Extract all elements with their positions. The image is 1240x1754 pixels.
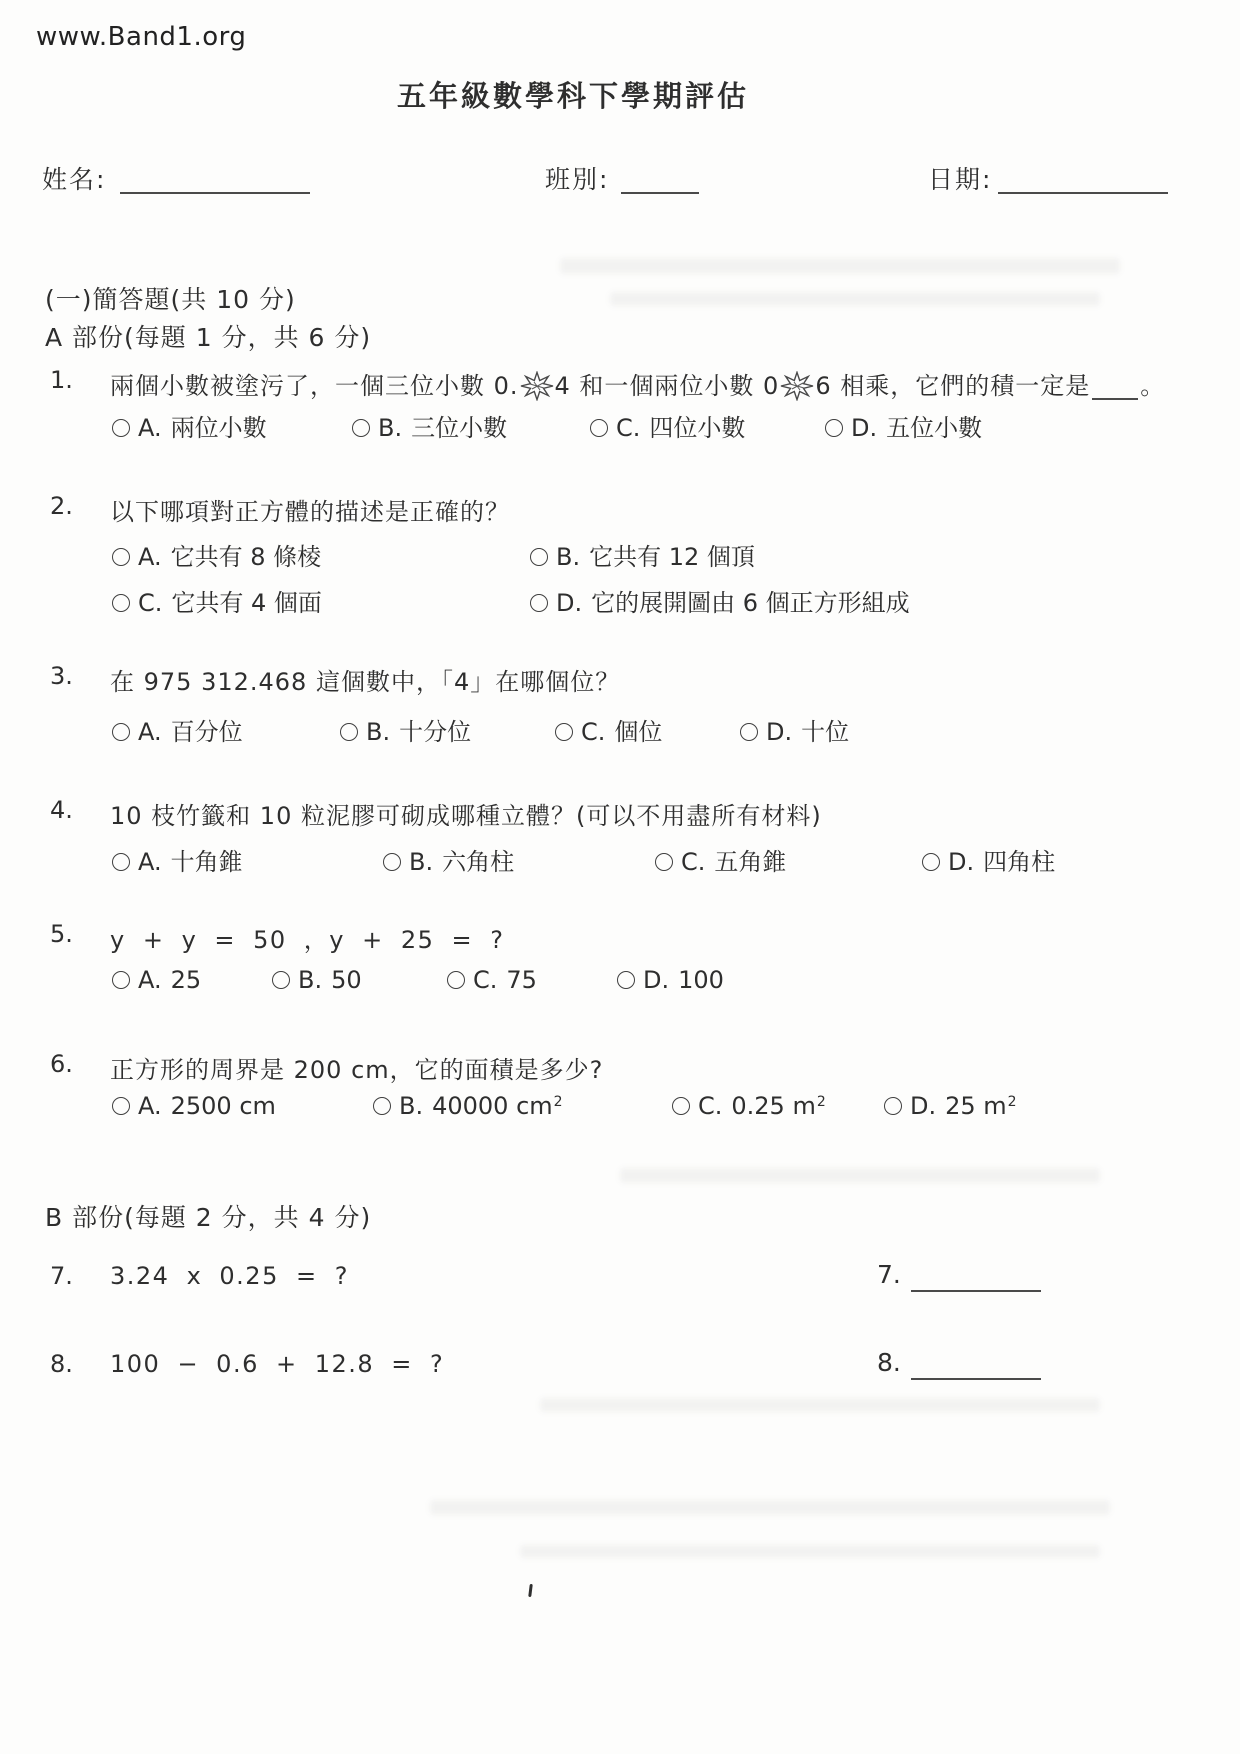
option-label: B. [409,848,434,876]
superscript: 2 [1007,1094,1017,1110]
bleed-through-artifact [610,292,1100,306]
radio-circle-icon [112,1097,130,1115]
radio-circle-icon [112,419,130,437]
radio-circle-icon [740,723,758,741]
option-text: 0.25 m [731,1092,816,1120]
name-field [42,160,310,196]
option-text: 25 [170,966,202,994]
option-text: 十位 [801,718,850,746]
option-text: 75 [506,966,537,994]
question-2 [50,492,510,527]
answer-number: 7. [877,1260,901,1289]
option-label: D. [948,848,975,876]
option-label: D. [766,718,793,746]
option-text: 十角錐 [170,848,243,876]
name-label: 姓名: [42,165,107,194]
question-number: 2. [50,492,73,520]
option-text: 它共有 8 條棱 [170,543,322,571]
option-label: D. [643,966,670,994]
stray-ink-mark [528,1584,533,1597]
question-4 [50,796,822,831]
question-3 [50,662,620,697]
question-2-options-row-1 [0,537,1240,571]
question-number: 8. [50,1350,73,1378]
option-b[interactable] [272,966,362,994]
option-text: 50 [331,966,362,994]
section-1-heading: (一)簡答題(共 10 分) [45,285,296,314]
question-2-stem: 以下哪項對正方體的描述是正確的？ [110,498,510,526]
radio-circle-icon [530,594,548,612]
radio-circle-icon [655,853,673,871]
option-a[interactable] [112,1092,276,1120]
option-a[interactable] [112,408,267,443]
radio-circle-icon [884,1097,902,1115]
question-number: 5. [50,920,73,948]
radio-circle-icon [373,1097,391,1115]
option-text: 兩位小數 [170,414,267,442]
date-field [928,160,1168,196]
question-3-stem: 在 975 312.468 這個數中，「4」在哪個位？ [110,668,621,696]
question-6-stem: 正方形的周界是 200 cm，它的面積是多少? [110,1056,604,1084]
option-label: D. [851,414,878,442]
radio-circle-icon [272,971,290,989]
superscript: 2 [816,1094,826,1110]
superscript: 2 [553,1094,563,1110]
radio-circle-icon [922,853,940,871]
date-label: 日期: [928,165,993,194]
class-label: 班別: [545,165,610,194]
bleed-through-artifact [430,1500,1110,1515]
radio-circle-icon [530,548,548,566]
option-label: B. [556,543,581,571]
ink-splat-icon [780,371,814,401]
option-text: 四角柱 [983,848,1056,876]
question-1 [50,366,1165,401]
question-4-options [0,842,1240,876]
option-label: B. [399,1092,424,1120]
option-a[interactable] [112,537,321,572]
bleed-through-artifact [560,258,1120,274]
option-c[interactable] [447,966,537,994]
date-input-line[interactable] [998,168,1168,194]
radio-circle-icon [112,971,130,989]
radio-circle-icon [112,723,130,741]
option-label: C. [681,848,706,876]
site-watermark: www.Band1.org [36,22,247,52]
option-label: C. [616,414,641,442]
stem-text: 6 相乘，它們的積一定是 [815,372,1091,400]
option-text: 百分位 [170,718,243,746]
option-text: 2500 cm [170,1092,276,1120]
option-text: 它的展開圖由 6 個正方形組成 [591,589,910,617]
question-5-options [0,966,1240,1000]
question-6-options [0,1092,1240,1126]
option-text: 六角柱 [442,848,515,876]
option-text: 四位小數 [649,414,746,442]
radio-circle-icon [352,419,370,437]
radio-circle-icon [112,853,130,871]
option-label: D. [556,589,583,617]
question-3-options [0,712,1240,746]
option-label: D. [910,1092,937,1120]
question-number: 4. [50,796,73,824]
radio-circle-icon [112,594,130,612]
option-label: A. [138,543,162,571]
option-text: 個位 [614,718,663,746]
option-text: 它共有 4 個面 [171,589,322,617]
question-number: 6. [50,1050,73,1078]
option-text: 40000 cm [432,1092,553,1120]
question-7-answer [877,1260,1041,1292]
name-input-line[interactable] [120,168,310,194]
option-label: A. [138,414,162,442]
answer-number: 8. [877,1348,901,1377]
option-text: 五位小數 [886,414,983,442]
option-b[interactable] [383,842,514,877]
question-number: 7. [50,1262,73,1290]
stem-text: 兩個小數被塗污了，一個三位小數 0. [110,372,519,400]
radio-circle-icon [617,971,635,989]
question-8-stem: 100 − 0.6 + 12.8 = ? [110,1350,445,1378]
option-label: B. [378,414,403,442]
option-c[interactable] [672,1092,826,1120]
option-c[interactable] [555,712,662,747]
question-number: 3. [50,662,73,690]
option-d[interactable] [922,842,1055,877]
question-1-options [0,408,1240,442]
radio-circle-icon [672,1097,690,1115]
question-number: 1. [50,366,73,394]
option-a[interactable] [112,842,243,877]
option-b[interactable] [352,408,507,443]
radio-circle-icon [447,971,465,989]
question-8 [50,1350,444,1378]
answer-line[interactable] [911,1266,1041,1292]
stem-text: 。 [1140,372,1166,400]
option-label: B. [366,718,391,746]
radio-circle-icon [340,723,358,741]
option-d[interactable] [530,583,910,618]
stem-text: 4 和一個兩位小數 0 [554,372,780,400]
option-c[interactable] [112,583,322,618]
option-a[interactable] [112,966,201,994]
option-label: C. [473,966,498,994]
option-b[interactable] [373,1092,563,1120]
option-text: 它共有 12 個頂 [589,543,755,571]
option-label: A. [138,848,162,876]
option-text: 25 m [945,1092,1007,1120]
bleed-through-artifact [620,1168,1100,1183]
option-label: C. [698,1092,723,1120]
option-label: A. [138,1092,162,1120]
option-d[interactable] [884,1092,1017,1120]
option-text: 三位小數 [411,414,508,442]
option-b[interactable] [340,712,471,747]
option-d[interactable] [825,408,982,443]
question-8-answer [877,1348,1041,1380]
page-title: 五年級數學科下學期評估 [396,79,750,113]
option-label: B. [298,966,323,994]
option-d[interactable] [740,712,849,747]
radio-circle-icon [825,419,843,437]
question-7 [50,1262,349,1290]
option-b[interactable] [530,537,755,572]
option-c[interactable] [655,842,786,877]
class-field [545,160,699,196]
bleed-through-artifact [520,1545,1100,1558]
question-5-stem: y + y = 50 ，y + 25 = ? [110,926,505,954]
question-6 [50,1050,603,1085]
question-1-stem [110,366,1165,401]
question-5 [50,920,505,955]
radio-circle-icon [383,853,401,871]
radio-circle-icon [555,723,573,741]
question-4-stem: 10 枝竹籤和 10 粒泥膠可砌成哪種立體？(可以不用盡所有材料) [110,802,822,830]
ink-splat-icon [520,371,554,401]
option-text: 五角錐 [714,848,787,876]
option-label: C. [581,718,606,746]
class-input-line[interactable] [621,168,699,194]
part-b-heading: B 部份(每題 2 分，共 4 分) [45,1203,372,1232]
option-label: A. [138,966,162,994]
option-c[interactable] [590,408,745,443]
option-text: 100 [678,966,724,994]
option-text: 十分位 [399,718,472,746]
question-2-options-row-2 [0,583,1240,617]
radio-circle-icon [590,419,608,437]
answer-blank-inline[interactable] [1092,374,1138,400]
option-d[interactable] [617,966,724,994]
option-label: C. [138,589,163,617]
radio-circle-icon [112,548,130,566]
answer-line[interactable] [911,1354,1041,1380]
part-a-heading: A 部份(每題 1 分，共 6 分) [45,323,372,352]
option-a[interactable] [112,712,243,747]
bleed-through-artifact [540,1398,1100,1412]
question-7-stem: 3.24 x 0.25 = ? [110,1262,349,1290]
option-label: A. [138,718,162,746]
